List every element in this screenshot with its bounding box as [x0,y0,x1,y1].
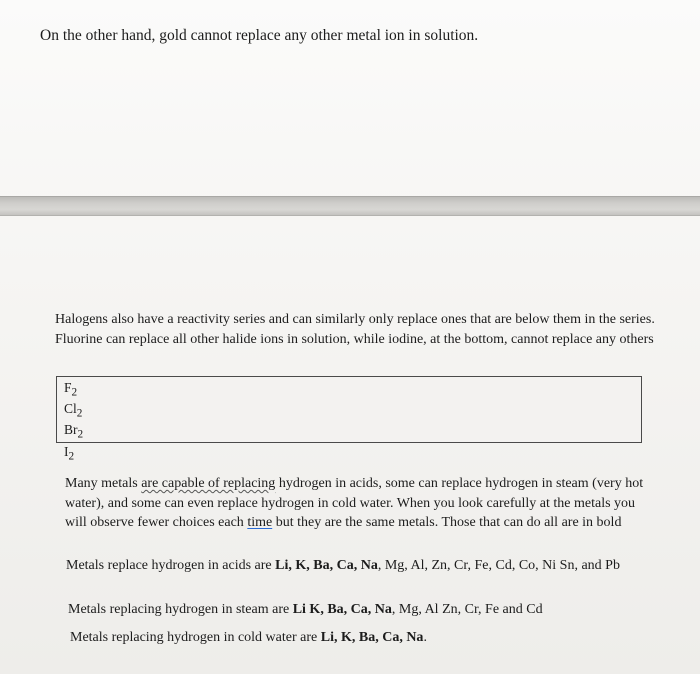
halogen-series-list [57,377,641,465]
halogen-chlorine: $Cl_2$ [64,401,83,420]
halogen-fluorine: $F_2$ [64,380,78,399]
cold-bold-metals: Li, K, Ba, Ca, Na [320,630,424,645]
spelling-flagged-phrase: are capable of replacing [141,476,276,491]
acids-bold-metals: Li, K, Ba, Ca, Na [275,558,378,573]
intro-paragraph: On the other hand, gold cannot replace any other metal ion in solution. [40,27,479,44]
section-divider [0,196,700,216]
metals-paragraph: Many metals are capable of replacing hydrogen in acids, some can replace hydrogen in steam (very hot water), and some can even replace hydrogen in cold water. When you look carefully at the metals you will observe fewer choices each time but they are the same metals. Those that can do all are in bold [65,476,644,530]
acids-metals-line: Metals replace hydrogen in acids are Li, K, Ba, Ca, Na, Mg, Al, Zn, Cr, Fe, Cd, Co, Ni Sn, and Pb [66,558,620,573]
grammar-flagged-word: time [247,515,273,530]
halogen-bromine: $Br_2$ [64,422,84,442]
cold-water-metals-line: Metals replacing hydrogen in cold water are Li, K, Ba, Ca, Na. [70,630,427,645]
halogen-series-box [56,376,642,463]
steam-metals-line: Metals replacing hydrogen in steam are Li K, Ba, Ca, Na, Mg, Al Zn, Cr, Fe and Cd [68,602,543,617]
halogen-iodine: $I_2$ [64,443,75,463]
steam-bold-metals: Li K, Ba, Ca, Na [292,602,392,617]
halogens-paragraph: Halogens also have a reactivity series and can similarly only replace ones that are below them in the series. Fluorine can replace all other halide ions in solution, while iodine, at the bottom, cannot replace any others [55,312,655,347]
